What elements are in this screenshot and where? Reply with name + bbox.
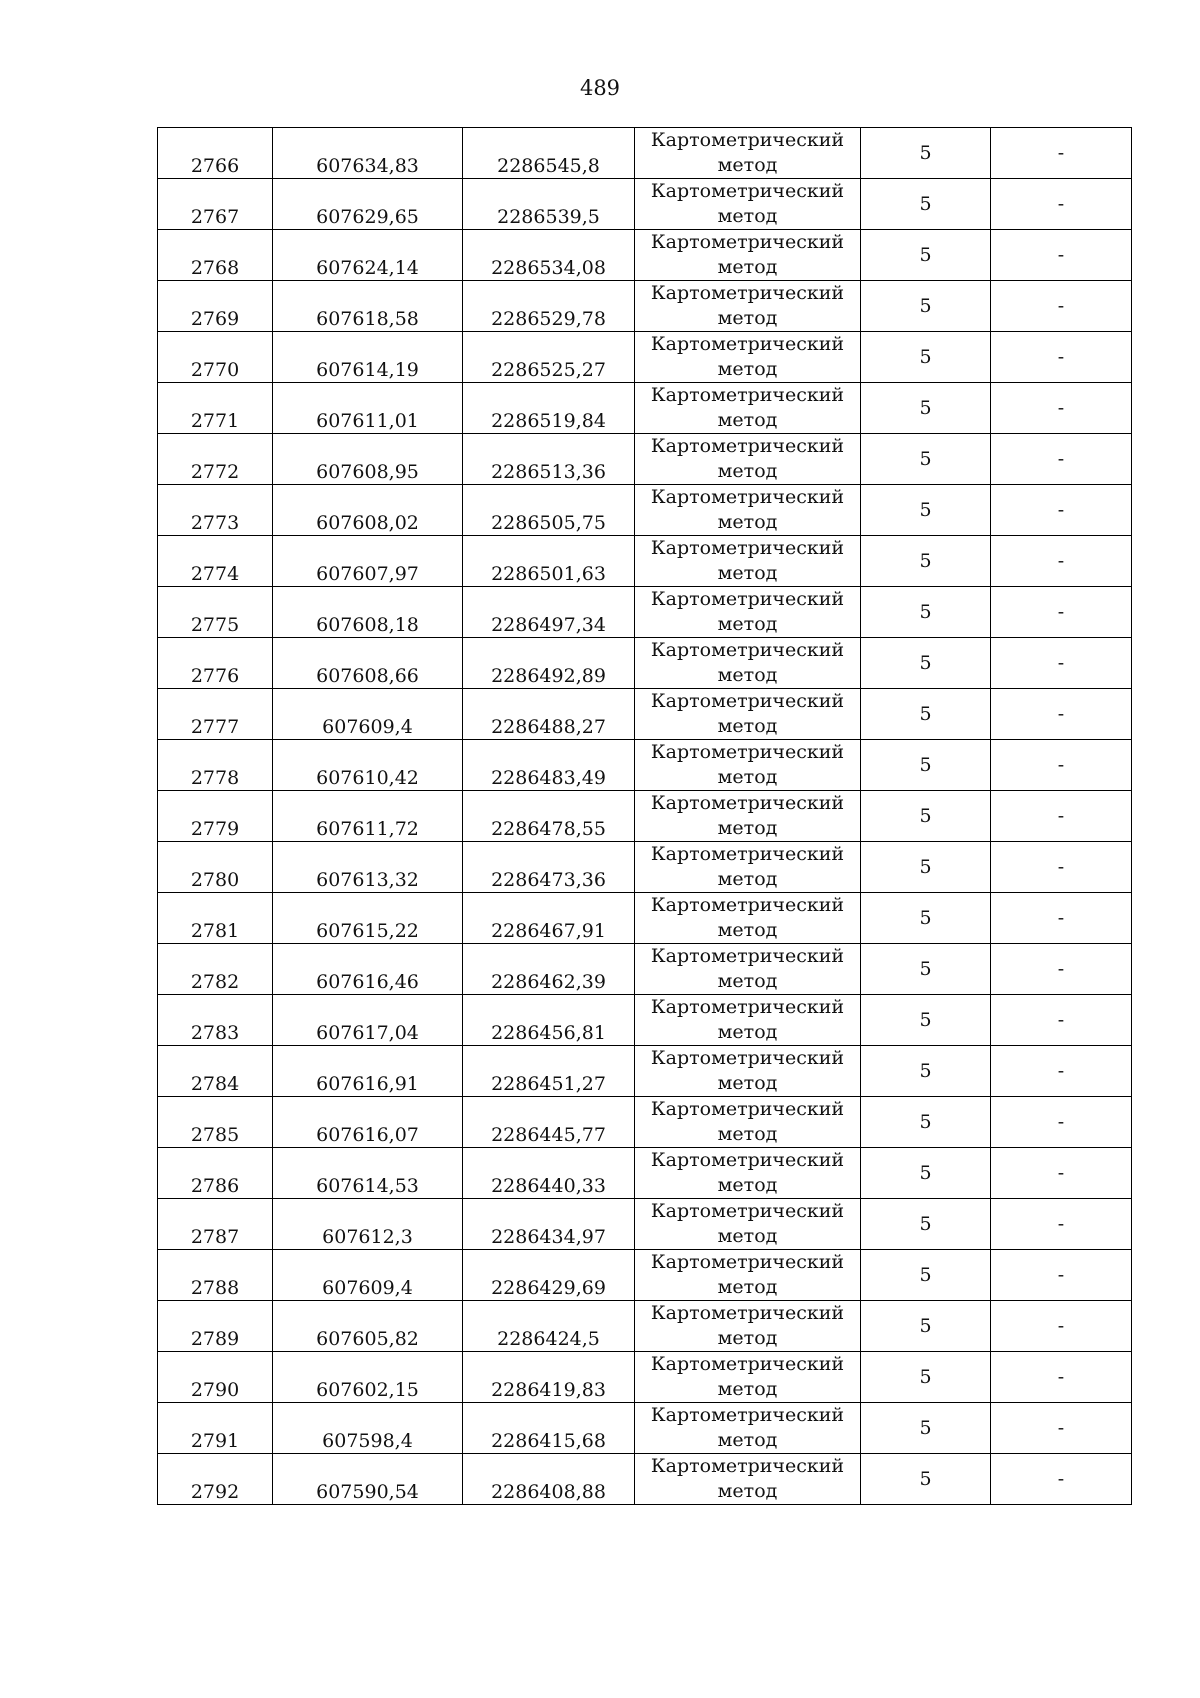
method-cell	[635, 128, 861, 179]
x-coordinate-cell: 607610,42	[273, 740, 463, 791]
x-coordinate-cell: 607608,95	[273, 434, 463, 485]
table-row	[158, 536, 1132, 587]
accuracy-cell: 5	[861, 638, 991, 689]
y-coordinate-cell: 2286462,39	[463, 944, 635, 995]
accuracy-cell: 5	[861, 1148, 991, 1199]
point-number-cell: 2773	[158, 485, 273, 536]
method-cell	[635, 689, 861, 740]
note-cell: -	[991, 281, 1132, 332]
x-coordinate-cell: 607598,4	[273, 1403, 463, 1454]
method-label-line1: Картометрический	[650, 1200, 845, 1222]
y-coordinate-cell: 2286513,36	[463, 434, 635, 485]
note-cell: -	[991, 893, 1132, 944]
method-label-line1: Картометрический	[650, 792, 845, 814]
table-row	[158, 893, 1132, 944]
x-coordinate-cell: 607615,22	[273, 893, 463, 944]
method-cell	[635, 536, 861, 587]
method-label-line1: Картометрический	[650, 486, 845, 508]
method-label-line1: Картометрический	[650, 996, 845, 1018]
y-coordinate-cell: 2286429,69	[463, 1250, 635, 1301]
point-number-cell: 2766	[158, 128, 273, 179]
method-label-line1: Картометрический	[650, 1404, 845, 1426]
table-row	[158, 1250, 1132, 1301]
note-cell: -	[991, 383, 1132, 434]
method-label-line1: Картометрический	[650, 1251, 845, 1273]
point-number-cell: 2779	[158, 791, 273, 842]
accuracy-cell: 5	[861, 791, 991, 842]
point-number-cell: 2769	[158, 281, 273, 332]
point-number-cell: 2775	[158, 587, 273, 638]
point-number-cell: 2767	[158, 179, 273, 230]
method-label-line2: метод	[717, 1123, 778, 1145]
y-coordinate-cell: 2286478,55	[463, 791, 635, 842]
point-number-cell: 2777	[158, 689, 273, 740]
y-coordinate-cell: 2286408,88	[463, 1454, 635, 1505]
method-label-line1: Картометрический	[650, 1455, 845, 1477]
note-cell: -	[991, 1148, 1132, 1199]
method-cell	[635, 1301, 861, 1352]
note-cell: -	[991, 1097, 1132, 1148]
table-row	[158, 1097, 1132, 1148]
x-coordinate-cell: 607607,97	[273, 536, 463, 587]
point-number-cell: 2784	[158, 1046, 273, 1097]
note-cell: -	[991, 944, 1132, 995]
x-coordinate-cell: 607602,15	[273, 1352, 463, 1403]
table-row	[158, 995, 1132, 1046]
point-number-cell: 2780	[158, 842, 273, 893]
y-coordinate-cell: 2286434,97	[463, 1199, 635, 1250]
x-coordinate-cell: 607617,04	[273, 995, 463, 1046]
method-label-line1: Картометрический	[650, 1047, 845, 1069]
method-cell	[635, 842, 861, 893]
accuracy-cell: 5	[861, 1454, 991, 1505]
y-coordinate-cell: 2286488,27	[463, 689, 635, 740]
accuracy-cell: 5	[861, 434, 991, 485]
method-cell	[635, 1250, 861, 1301]
x-coordinate-cell: 607618,58	[273, 281, 463, 332]
method-label-line1: Картометрический	[650, 537, 845, 559]
table-row	[158, 1403, 1132, 1454]
point-number-cell: 2785	[158, 1097, 273, 1148]
accuracy-cell: 5	[861, 332, 991, 383]
method-label-line1: Картометрический	[650, 945, 845, 967]
method-label-line1: Картометрический	[650, 741, 845, 763]
table-row	[158, 944, 1132, 995]
method-cell	[635, 1454, 861, 1505]
x-coordinate-cell: 607634,83	[273, 128, 463, 179]
point-number-cell: 2788	[158, 1250, 273, 1301]
coordinates-table	[157, 127, 1132, 1505]
table-row	[158, 689, 1132, 740]
point-number-cell: 2774	[158, 536, 273, 587]
method-label-line2: метод	[717, 1276, 778, 1298]
x-coordinate-cell: 607590,54	[273, 1454, 463, 1505]
method-label-line1: Картометрический	[650, 588, 845, 610]
method-cell	[635, 1352, 861, 1403]
y-coordinate-cell: 2286492,89	[463, 638, 635, 689]
x-coordinate-cell: 607609,4	[273, 1250, 463, 1301]
method-label-line1: Картометрический	[650, 843, 845, 865]
table-row	[158, 1301, 1132, 1352]
method-label-line1: Картометрический	[650, 282, 845, 304]
method-cell	[635, 434, 861, 485]
page-number: 489	[579, 76, 621, 100]
accuracy-cell: 5	[861, 536, 991, 587]
point-number-cell: 2768	[158, 230, 273, 281]
table-row	[158, 1199, 1132, 1250]
method-label-line2: метод	[717, 970, 778, 992]
method-label-line2: метод	[717, 919, 778, 941]
method-cell	[635, 332, 861, 383]
x-coordinate-cell: 607605,82	[273, 1301, 463, 1352]
x-coordinate-cell: 607614,19	[273, 332, 463, 383]
y-coordinate-cell: 2286467,91	[463, 893, 635, 944]
accuracy-cell: 5	[861, 944, 991, 995]
y-coordinate-cell: 2286497,34	[463, 587, 635, 638]
y-coordinate-cell: 2286424,5	[463, 1301, 635, 1352]
table-row	[158, 1148, 1132, 1199]
table-row	[158, 230, 1132, 281]
table-row	[158, 842, 1132, 893]
table-row	[158, 383, 1132, 434]
point-number-cell: 2787	[158, 1199, 273, 1250]
x-coordinate-cell: 607608,02	[273, 485, 463, 536]
y-coordinate-cell: 2286539,5	[463, 179, 635, 230]
note-cell: -	[991, 842, 1132, 893]
table-row	[158, 740, 1132, 791]
note-cell: -	[991, 638, 1132, 689]
x-coordinate-cell: 607614,53	[273, 1148, 463, 1199]
x-coordinate-cell: 607609,4	[273, 689, 463, 740]
method-label-line2: метод	[717, 664, 778, 686]
x-coordinate-cell: 607611,01	[273, 383, 463, 434]
method-label-line1: Картометрический	[650, 690, 845, 712]
y-coordinate-cell: 2286456,81	[463, 995, 635, 1046]
accuracy-cell: 5	[861, 1403, 991, 1454]
note-cell: -	[991, 1046, 1132, 1097]
method-label-line2: метод	[717, 1225, 778, 1247]
method-cell	[635, 893, 861, 944]
note-cell: -	[991, 179, 1132, 230]
method-cell	[635, 281, 861, 332]
method-cell	[635, 944, 861, 995]
table-row	[158, 128, 1132, 179]
table-row	[158, 587, 1132, 638]
point-number-cell: 2776	[158, 638, 273, 689]
method-label-line1: Картометрический	[650, 639, 845, 661]
point-number-cell: 2771	[158, 383, 273, 434]
x-coordinate-cell: 607613,32	[273, 842, 463, 893]
method-label-line2: метод	[717, 1021, 778, 1043]
x-coordinate-cell: 607616,91	[273, 1046, 463, 1097]
point-number-cell: 2791	[158, 1403, 273, 1454]
note-cell: -	[991, 434, 1132, 485]
method-cell	[635, 740, 861, 791]
note-cell: -	[991, 485, 1132, 536]
y-coordinate-cell: 2286534,08	[463, 230, 635, 281]
note-cell: -	[991, 230, 1132, 281]
method-label-line2: метод	[717, 307, 778, 329]
method-label-line1: Картометрический	[650, 129, 845, 151]
note-cell: -	[991, 1352, 1132, 1403]
accuracy-cell: 5	[861, 485, 991, 536]
accuracy-cell: 5	[861, 1046, 991, 1097]
y-coordinate-cell: 2286451,27	[463, 1046, 635, 1097]
y-coordinate-cell: 2286445,77	[463, 1097, 635, 1148]
method-label-line2: метод	[717, 868, 778, 890]
method-label-line2: метод	[717, 358, 778, 380]
method-cell	[635, 485, 861, 536]
method-cell	[635, 1199, 861, 1250]
accuracy-cell: 5	[861, 179, 991, 230]
note-cell: -	[991, 791, 1132, 842]
x-coordinate-cell: 607629,65	[273, 179, 463, 230]
note-cell: -	[991, 536, 1132, 587]
method-label-line2: метод	[717, 1327, 778, 1349]
accuracy-cell: 5	[861, 587, 991, 638]
note-cell: -	[991, 689, 1132, 740]
note-cell: -	[991, 1301, 1132, 1352]
x-coordinate-cell: 607611,72	[273, 791, 463, 842]
method-label-line2: метод	[717, 1378, 778, 1400]
note-cell: -	[991, 1199, 1132, 1250]
method-label-line2: метод	[717, 460, 778, 482]
method-cell	[635, 230, 861, 281]
accuracy-cell: 5	[861, 740, 991, 791]
method-label-line1: Картометрический	[650, 1353, 845, 1375]
point-number-cell: 2783	[158, 995, 273, 1046]
table-row	[158, 1046, 1132, 1097]
x-coordinate-cell: 607612,3	[273, 1199, 463, 1250]
table-row	[158, 1352, 1132, 1403]
y-coordinate-cell: 2286501,63	[463, 536, 635, 587]
accuracy-cell: 5	[861, 893, 991, 944]
accuracy-cell: 5	[861, 230, 991, 281]
method-label-line2: метод	[717, 1480, 778, 1502]
method-label-line1: Картометрический	[650, 333, 845, 355]
method-label-line2: метод	[717, 1174, 778, 1196]
x-coordinate-cell: 607616,07	[273, 1097, 463, 1148]
note-cell: -	[991, 995, 1132, 1046]
method-label-line1: Картометрический	[650, 231, 845, 253]
accuracy-cell: 5	[861, 842, 991, 893]
note-cell: -	[991, 1454, 1132, 1505]
table-row	[158, 638, 1132, 689]
method-label-line2: метод	[717, 1429, 778, 1451]
y-coordinate-cell: 2286419,83	[463, 1352, 635, 1403]
table-row	[158, 179, 1132, 230]
accuracy-cell: 5	[861, 1097, 991, 1148]
table-row	[158, 434, 1132, 485]
table-row	[158, 332, 1132, 383]
method-label-line2: метод	[717, 154, 778, 176]
method-label-line1: Картометрический	[650, 384, 845, 406]
table-row	[158, 281, 1132, 332]
x-coordinate-cell: 607608,66	[273, 638, 463, 689]
method-cell	[635, 638, 861, 689]
method-label-line2: метод	[717, 715, 778, 737]
note-cell: -	[991, 332, 1132, 383]
y-coordinate-cell: 2286473,36	[463, 842, 635, 893]
point-number-cell: 2792	[158, 1454, 273, 1505]
table-row	[158, 485, 1132, 536]
y-coordinate-cell: 2286505,75	[463, 485, 635, 536]
table-row	[158, 791, 1132, 842]
point-number-cell: 2786	[158, 1148, 273, 1199]
method-label-line1: Картометрический	[650, 435, 845, 457]
accuracy-cell: 5	[861, 128, 991, 179]
accuracy-cell: 5	[861, 1199, 991, 1250]
y-coordinate-cell: 2286519,84	[463, 383, 635, 434]
method-cell	[635, 587, 861, 638]
note-cell: -	[991, 740, 1132, 791]
method-label-line2: метод	[717, 409, 778, 431]
x-coordinate-cell: 607608,18	[273, 587, 463, 638]
method-label-line2: метод	[717, 1072, 778, 1094]
method-cell	[635, 995, 861, 1046]
table-row	[158, 1454, 1132, 1505]
accuracy-cell: 5	[861, 689, 991, 740]
accuracy-cell: 5	[861, 1352, 991, 1403]
y-coordinate-cell: 2286529,78	[463, 281, 635, 332]
point-number-cell: 2790	[158, 1352, 273, 1403]
method-label-line1: Картометрический	[650, 1302, 845, 1324]
method-cell	[635, 1148, 861, 1199]
method-cell	[635, 1097, 861, 1148]
accuracy-cell: 5	[861, 995, 991, 1046]
accuracy-cell: 5	[861, 1301, 991, 1352]
x-coordinate-cell: 607624,14	[273, 230, 463, 281]
method-label-line1: Картометрический	[650, 1149, 845, 1171]
point-number-cell: 2782	[158, 944, 273, 995]
point-number-cell: 2770	[158, 332, 273, 383]
accuracy-cell: 5	[861, 383, 991, 434]
method-label-line1: Картометрический	[650, 180, 845, 202]
x-coordinate-cell: 607616,46	[273, 944, 463, 995]
method-cell	[635, 1046, 861, 1097]
method-label-line2: метод	[717, 511, 778, 533]
y-coordinate-cell: 2286525,27	[463, 332, 635, 383]
y-coordinate-cell: 2286415,68	[463, 1403, 635, 1454]
note-cell: -	[991, 587, 1132, 638]
accuracy-cell: 5	[861, 1250, 991, 1301]
method-label-line2: метод	[717, 817, 778, 839]
method-cell	[635, 1403, 861, 1454]
y-coordinate-cell: 2286440,33	[463, 1148, 635, 1199]
method-label-line2: метод	[717, 562, 778, 584]
y-coordinate-cell: 2286545,8	[463, 128, 635, 179]
accuracy-cell: 5	[861, 281, 991, 332]
method-label-line2: метод	[717, 613, 778, 635]
method-label-line2: метод	[717, 205, 778, 227]
method-label-line1: Картометрический	[650, 894, 845, 916]
note-cell: -	[991, 1403, 1132, 1454]
point-number-cell: 2781	[158, 893, 273, 944]
y-coordinate-cell: 2286483,49	[463, 740, 635, 791]
table-body	[158, 128, 1132, 1505]
method-cell	[635, 791, 861, 842]
method-label-line2: метод	[717, 256, 778, 278]
method-label-line1: Картометрический	[650, 1098, 845, 1120]
point-number-cell: 2789	[158, 1301, 273, 1352]
method-cell	[635, 383, 861, 434]
note-cell: -	[991, 1250, 1132, 1301]
point-number-cell: 2772	[158, 434, 273, 485]
note-cell: -	[991, 128, 1132, 179]
method-label-line2: метод	[717, 766, 778, 788]
method-cell	[635, 179, 861, 230]
point-number-cell: 2778	[158, 740, 273, 791]
